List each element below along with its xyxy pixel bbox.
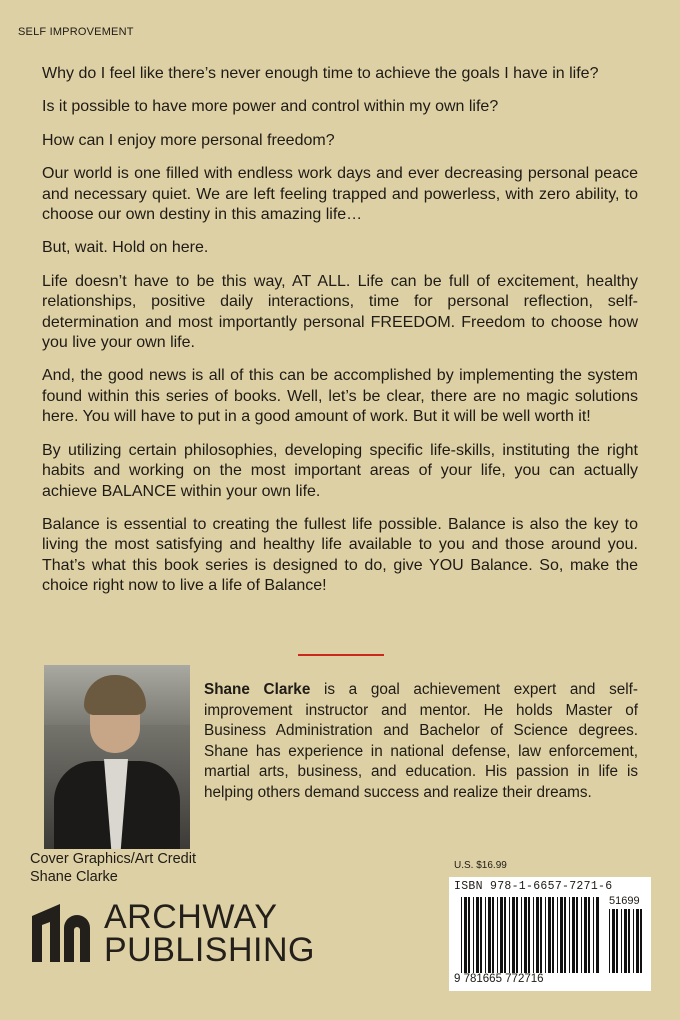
archway-arch-icon xyxy=(30,902,92,964)
author-bio-text: is a goal achievement expert and self-improvement instructor and mentor. He holds Master of Business Administration and Bachelor of Science degrees. Shane has experience in national defense, law enforcement, martial arts, business, and education. His passion in life is helping others demand success and realize their dreams. xyxy=(204,681,638,801)
blurb-paragraph: But, wait. Hold on here. xyxy=(42,239,209,257)
category-label: SELF IMPROVEMENT xyxy=(18,26,134,38)
blurb-paragraph: And, the good news is all of this can be accomplished by implementing the system found within this series of books. Well, let’s be clear, there are no magic solutions here. You will have to put in a good amount of work. But it will be well worth it! xyxy=(42,367,638,426)
blurb-paragraph: By utilizing certain philosophies, developing specific life-skills, instituting the right habits and working on the most important areas of your life, you can actually achieve BALANCE within your own life. xyxy=(42,441,638,500)
barcode-addon-digits: 51699 xyxy=(609,895,640,907)
publisher-logo xyxy=(30,898,330,968)
author-photo xyxy=(44,665,190,849)
cover-credit xyxy=(30,850,196,886)
author-bio xyxy=(204,680,638,804)
blurb-paragraph: Balance is essential to creating the fullest life possible. Balance is also the key to living the most satisfying and healthy life available to you and those around you. That’s what this book series is designed to do, give YOU Balance. So, make the choice right now to live a life of Balance! xyxy=(42,515,638,595)
blurb-paragraph: How can I enjoy more personal freedom? xyxy=(42,131,335,149)
blurb-copy xyxy=(42,64,638,610)
barcode-digits: 9 781665 772716 xyxy=(454,973,544,985)
blurb-paragraph: Life doesn’t have to be this way, AT ALL. Life can be full of excitement, healthy relationships, positive daily interactions, time for personal reflection, self-determination and most importantly personal FREEDOM. Freedom to choose how you live your own life. xyxy=(42,272,638,352)
isbn-label: ISBN 978-1-6657-7271-6 xyxy=(454,880,613,893)
credit-line-2: Shane Clarke xyxy=(30,869,118,885)
isbn-barcode xyxy=(449,877,651,991)
blurb-paragraph: Is it possible to have more power and control within my own life? xyxy=(42,98,499,116)
publisher-name-line1: ARCHWAY xyxy=(104,898,278,936)
blurb-paragraph: Our world is one filled with endless work days and ever decreasing personal peace and necessary quiet. We are left feeling trapped and powerless, with zero ability, to choose our own destiny in this amazing life… xyxy=(42,165,638,224)
price-label: U.S. $16.99 xyxy=(454,860,507,871)
credit-line-1: Cover Graphics/Art Credit xyxy=(30,851,196,867)
author-name: Shane Clarke xyxy=(204,681,311,698)
publisher-name-line2: PUBLISHING xyxy=(104,931,315,969)
red-divider xyxy=(298,654,384,656)
blurb-paragraph: Why do I feel like there’s never enough time to achieve the goals I have in life? xyxy=(42,65,599,82)
